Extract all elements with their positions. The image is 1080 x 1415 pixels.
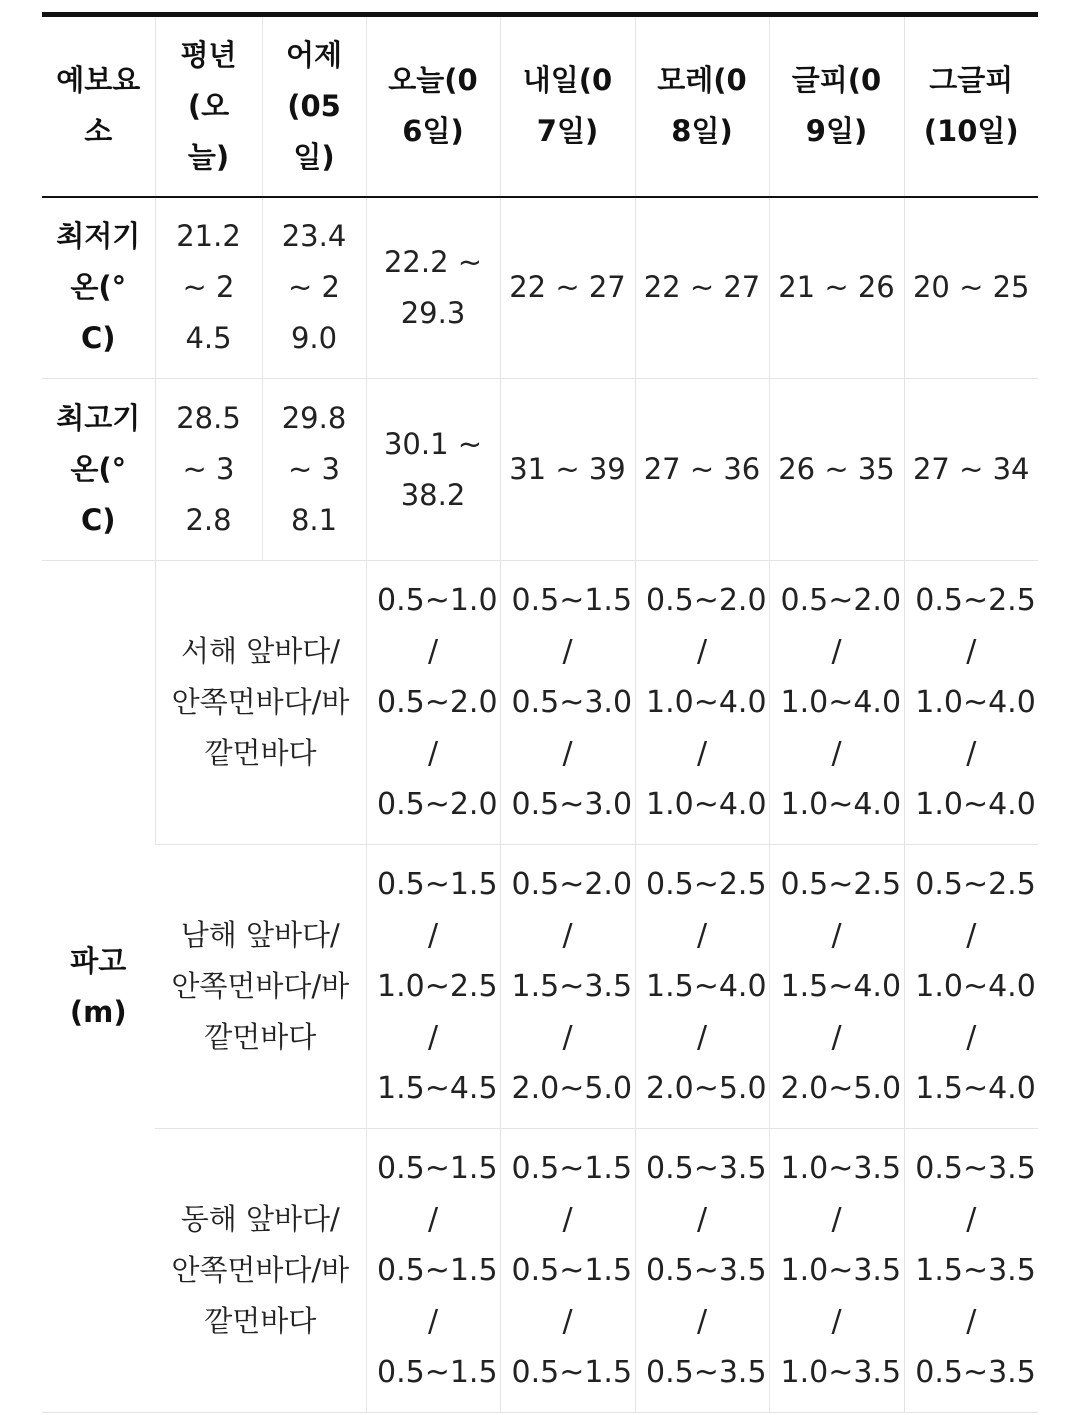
max-temp-label: 최고기온(°C) — [42, 379, 155, 561]
wave-region-west: 서해 앞바다/안쪽먼바다/바깥먼바다 — [155, 561, 366, 845]
wave-row-south — [42, 845, 1038, 1129]
wave-cell: 0.5~3.5 / 1.5~3.5 / 0.5~3.5 — [904, 1129, 1038, 1413]
header-day3: 글피(09일) — [769, 15, 904, 197]
forecast-table — [42, 12, 1038, 1413]
wave-row-west — [42, 561, 1038, 845]
min-temp-row — [42, 197, 1038, 379]
wave-cell: 0.5~1.5 / 0.5~1.5 / 0.5~1.5 — [366, 1129, 500, 1413]
wave-cell: 0.5~1.5 / 0.5~3.0 / 0.5~3.0 — [500, 561, 635, 845]
header-normal: 평년(오늘) — [155, 15, 262, 197]
min-temp-yesterday: 23.4 ~ 29.0 — [262, 197, 366, 379]
wave-region-south: 남해 앞바다/안쪽먼바다/바깥먼바다 — [155, 845, 366, 1129]
max-temp-yesterday: 29.8 ~ 38.1 — [262, 379, 366, 561]
header-element: 예보요소 — [42, 15, 155, 197]
header-day4: 그글피(10일) — [904, 15, 1038, 197]
wave-cell: 0.5~2.0 / 1.0~4.0 / 1.0~4.0 — [635, 561, 769, 845]
max-temp-day3: 26 ~ 35 — [769, 379, 904, 561]
min-temp-normal: 21.2 ~ 24.5 — [155, 197, 262, 379]
max-temp-day4: 27 ~ 34 — [904, 379, 1038, 561]
header-yesterday: 어제(05일) — [262, 15, 366, 197]
min-temp-day4: 20 ~ 25 — [904, 197, 1038, 379]
max-temp-tomorrow: 31 ~ 39 — [500, 379, 635, 561]
wave-cell: 0.5~2.0 / 1.5~3.5 / 2.0~5.0 — [500, 845, 635, 1129]
max-temp-row — [42, 379, 1038, 561]
wave-cell: 0.5~2.5 / 1.5~4.0 / 2.0~5.0 — [635, 845, 769, 1129]
wave-row-east — [42, 1129, 1038, 1413]
min-temp-today: 22.2 ~ 29.3 — [366, 197, 500, 379]
header-today: 오늘(06일) — [366, 15, 500, 197]
wave-cell: 0.5~1.5 / 0.5~1.5 / 0.5~1.5 — [500, 1129, 635, 1413]
wave-cell: 0.5~2.5 / 1.0~4.0 / 1.5~4.0 — [904, 845, 1038, 1129]
wave-cell: 0.5~3.5 / 0.5~3.5 / 0.5~3.5 — [635, 1129, 769, 1413]
wave-cell: 0.5~1.5 / 1.0~2.5 / 1.5~4.5 — [366, 845, 500, 1129]
header-row — [42, 15, 1038, 197]
wave-label: 파고(m) — [42, 561, 155, 1413]
min-temp-label: 최저기온(°C) — [42, 197, 155, 379]
wave-region-east: 동해 앞바다/안쪽먼바다/바깥먼바다 — [155, 1129, 366, 1413]
wave-cell: 0.5~1.0 / 0.5~2.0 / 0.5~2.0 — [366, 561, 500, 845]
wave-cell: 0.5~2.5 / 1.0~4.0 / 1.0~4.0 — [904, 561, 1038, 845]
max-temp-day-after: 27 ~ 36 — [635, 379, 769, 561]
min-temp-day3: 21 ~ 26 — [769, 197, 904, 379]
min-temp-day-after: 22 ~ 27 — [635, 197, 769, 379]
header-day-after: 모레(08일) — [635, 15, 769, 197]
wave-cell: 0.5~2.0 / 1.0~4.0 / 1.0~4.0 — [769, 561, 904, 845]
max-temp-normal: 28.5 ~ 32.8 — [155, 379, 262, 561]
wave-cell: 1.0~3.5 / 1.0~3.5 / 1.0~3.5 — [769, 1129, 904, 1413]
wave-cell: 0.5~2.5 / 1.5~4.0 / 2.0~5.0 — [769, 845, 904, 1129]
header-tomorrow: 내일(07일) — [500, 15, 635, 197]
min-temp-tomorrow: 22 ~ 27 — [500, 197, 635, 379]
max-temp-today: 30.1 ~ 38.2 — [366, 379, 500, 561]
